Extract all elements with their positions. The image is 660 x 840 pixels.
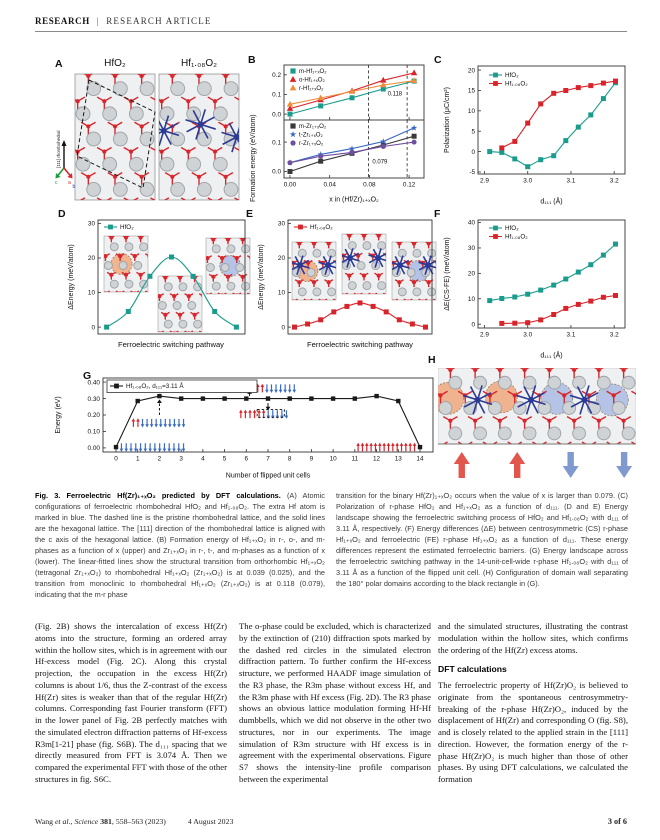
svg-text:5: 5 [471, 128, 475, 136]
panel-f-label: F [434, 208, 441, 220]
header-separator: | [96, 16, 100, 26]
citation-journal: Science [74, 817, 101, 826]
svg-text:ΔEnergy (meV/atom): ΔEnergy (meV/atom) [258, 244, 265, 310]
caption-left-text: (A) Atomic configurations of ferroelectric rhombohedral HfO₂ and Hf₁.₀₈O₂. The extra Hf atom is marked in blue. The dashed line is the pristine rhombohedral lattice, and the solid lines are the hexagonal lattice. The [111] direction of the rhombohedral lattice is aligned with the c axis of the hexagonal lattice. (B) Formation energy of Hf₁₊ₓO₂ in r-, o-, and m-phases as a function of x (upper) and Zr₁₊ₓO₂ in r-, t-, and m-phases as a function of x (lower). The linear-fitted lines show the structural transition from orthorhombic Hf₁₊ₓO₂ (tetragonal Zr₁₊ₓO₂) to rhombohedral Hf₁₊ₓO₂ (Zr₁₊ₓO₂) is at 0.039 (0.025), and the transition from monoclinic to rhombohedral Hf₁₊ₓO₂ (Zr₁₊ₓO₂) is at 0.118 (0.079), indicating that the m-r phase [35, 491, 325, 599]
chart-b-top-svg [256, 62, 432, 120]
domain-flip-energy-chart [51, 374, 441, 485]
svg-text:30: 30 [87, 220, 95, 228]
body-column-3 [438, 621, 628, 786]
panel-h-label: H [428, 354, 436, 366]
panel-c-label: C [434, 54, 442, 66]
svg-text:0.00: 0.00 [283, 181, 297, 189]
section-heading: DFT calculations [438, 664, 507, 675]
svg-text:0: 0 [471, 148, 475, 156]
svg-text:0: 0 [91, 324, 95, 332]
chart-d-svg [64, 214, 252, 338]
svg-text:0.118: 0.118 [387, 91, 403, 98]
svg-text:10: 10 [277, 289, 285, 297]
svg-text:30: 30 [277, 220, 285, 228]
svg-text:10: 10 [467, 108, 475, 116]
svg-text:d₁₁₁ (Å): d₁₁₁ (Å) [540, 198, 563, 206]
panel-e-xlabel: Ferroelectric switching pathway [307, 340, 413, 349]
citation [35, 817, 233, 826]
svg-text:0.40: 0.40 [87, 379, 100, 387]
figure-caption-right [336, 490, 628, 589]
energy-difference-chart [440, 214, 634, 365]
svg-text:HfO₂: HfO₂ [505, 72, 519, 80]
panel-b [246, 54, 434, 208]
formation-energy-chart-zr [256, 120, 432, 209]
svg-text:0.0: 0.0 [272, 168, 281, 176]
panel-a-left-title: HfO₂ [104, 58, 126, 69]
svg-text:15: 15 [467, 87, 475, 95]
switching-energy-chart-hf108o2 [254, 214, 438, 343]
body-paragraph: and the simulated structures, illustrating the contrast modulation within the hollow sites, which confirms the ordering of the Hf(Zr) excess atoms. [438, 621, 628, 655]
panel-f [430, 208, 636, 370]
svg-text:2: 2 [157, 455, 162, 463]
chart-c-svg [440, 60, 634, 206]
panel-g [45, 372, 441, 480]
body-paragraph: (Fig. 2B) shows the intercalation of excess Hf(Zr) atoms into the structure, forming an ordered array within the hollow sites, which is in agreement with our Hf-excess model (Fig. 2C). Along this crystal projection, the occupation in the excess Hf(Zr) columns is about 1/6, thus the Z-contrast of the excess Hf(Zr) sites is weaker than that of the regular Hf(Zr) columns. Corresponding fast Fourier transform (FFT) in the lower panel of Fig. 2B perfectly matches with the simulated electron diffraction patterns of Hf-excess R3m[1-21] phase (fig. S6B). The d₁₁₁ spacing that we directly measured from FFT is 3.074 Å. Then we compared the experimental FFT with those of the other structures in fig. S6C. [35, 621, 227, 784]
chart-f-svg [440, 214, 634, 360]
panel-b-label: B [248, 54, 256, 66]
svg-text:2.9: 2.9 [480, 177, 489, 185]
svg-text:40: 40 [467, 219, 475, 227]
svg-text:30: 30 [467, 245, 475, 253]
svg-text:6: 6 [244, 455, 249, 463]
panel-a-label: A [55, 58, 63, 70]
svg-text:0.1: 0.1 [272, 91, 281, 99]
svg-text:8: 8 [287, 455, 292, 463]
svg-text:10: 10 [467, 295, 475, 303]
svg-text:ΔEnergy (meV/atom): ΔEnergy (meV/atom) [68, 244, 75, 310]
page-indicator: 3 of 6 [607, 817, 627, 826]
svg-text:m-Hf₁₊ₓO₂: m-Hf₁₊ₓO₂ [299, 68, 327, 76]
svg-text:0.20: 0.20 [87, 412, 100, 420]
svg-text:12: 12 [372, 455, 381, 463]
svg-text:Number of flipped unit cells: Number of flipped unit cells [225, 472, 311, 480]
header-section: RESEARCH ARTICLE [106, 16, 212, 26]
body-paragraph: The o-phase could be excluded, which is characterized by the extinction of (210) diffraction spots marked by the dashed red circles in the simulated electron diffraction pattern. To further confirm the Hf-excess structure, we performed HAADF image simulation of the R3 phase, the R3m phase without excess Hf, and the R3m phase with Hf excess (Fig. 2D). The R3 phase shows an obvious lattice modulation forming Hf-Hf dumbbells, which we did not observe in the other two structures, nor in our experiments. The image simulation of R3m structure with Hf excess is in agreement with the experimental observations. Figure S7 shows the intensity-line profile comparison between the experimental [239, 621, 431, 784]
svg-text:0.12: 0.12 [402, 181, 416, 189]
header-rule [35, 31, 627, 32]
svg-text:m-Zr₁₊ₓO₂: m-Zr₁₊ₓO₂ [299, 123, 327, 131]
panel-e [246, 208, 441, 370]
svg-text:2.9: 2.9 [480, 331, 489, 339]
polarization-chart [440, 60, 634, 211]
svg-text:5: 5 [222, 455, 227, 463]
figure-caption-left [35, 490, 325, 600]
svg-text:o-Hf₁₊ₓO₂: o-Hf₁₊ₓO₂ [299, 76, 325, 84]
svg-text:HfO₂: HfO₂ [120, 224, 134, 232]
svg-text:10: 10 [87, 289, 95, 297]
svg-text:0: 0 [471, 321, 475, 329]
svg-text:0.00: 0.00 [87, 445, 100, 453]
svg-text:3.1: 3.1 [566, 331, 576, 339]
svg-text:0.08: 0.08 [363, 181, 376, 189]
body-paragraph: The ferroelectric property of Hf(Zr)O₂ is believed to originate from the spontaneous centrosymmetry-breaking of the r-phase Hf(Zr)O₂, induced by the displacement of Hf(Zr) and corresponding O (fig. S8), and is closely related to the applied strain in the [111] direction. However, the formation energy of the r-phase Hf(Zr)O₂ is much higher than those of other phases. By using DFT calculations, we calculated the formation [438, 680, 628, 784]
header-kicker: RESEARCH [35, 16, 90, 26]
panel-g-label: G [83, 370, 92, 382]
caption-right-text: transition for the binary Hf(Zr)₁₊ₓO₂ occurs when the value of x is larger than 0.079. (C) Polarization of r-phase HfO₂ and Hf₁₊ₓO₂ as a function of d₁₁₁. (D and E) Energy landscape showing the ferroelectric switching process of HfO₂ and Hf₁.₀₈O₂ with d₁₁₁ of 3.11 Å, respectively. (F) Energy differences (ΔE) between centrosymmetric (CS) r-phase Hf₁₊ₓO₂ and ferroelectric (FE) r-phase Hf₁₊ₓO₂ as a function of d₁₁₁. These energy differences represent the estimated ferroelectric barriers. (G) Energy landscape across the ferroelectric switching pathway in the 14-unit-cell-wide r-phase Hf₁.₀₈O₂ with d₁₁₁ of 3.11 Å as a function of the flipped unit cell. (H) Configuration of domain wall separating the 180° polar domains according to the black rectangle in (G). [336, 491, 628, 588]
formation-energy-chart-hf [256, 62, 432, 125]
citation-date: 4 August 2023 [187, 817, 234, 826]
panel-a-right-title: Hf₁.₀₈O₂ [180, 58, 218, 69]
chart-b-bottom-svg [256, 120, 432, 204]
svg-text:9: 9 [309, 455, 314, 463]
svg-text:0.10: 0.10 [87, 428, 100, 436]
body-column-1 [35, 621, 227, 786]
svg-text:0.30: 0.30 [87, 395, 100, 403]
svg-text:20: 20 [277, 255, 285, 263]
svg-text:d₁₁₁ (Å): d₁₁₁ (Å) [540, 352, 563, 360]
svg-text:3.2: 3.2 [609, 177, 619, 185]
panel-c [430, 54, 636, 208]
domain-wall-structure [438, 368, 636, 480]
svg-text:Polarization (μC/cm²): Polarization (μC/cm²) [444, 87, 451, 153]
panel-a-structures [55, 72, 245, 204]
citation-author: Wang [35, 817, 55, 826]
citation-rest: , 558–563 (2023) [111, 817, 166, 826]
panel-e-label: E [246, 208, 254, 220]
svg-text:ΔE(CS-FE) (meV/atom): ΔE(CS-FE) (meV/atom) [444, 237, 451, 311]
svg-text:0.079: 0.079 [372, 159, 388, 166]
panel-b-ylabel: Formation energy (eV/atom) [250, 114, 257, 202]
svg-text:1: 1 [135, 455, 140, 463]
svg-text:0: 0 [114, 455, 118, 463]
svg-text:0.0: 0.0 [272, 111, 281, 119]
svg-text:0.04: 0.04 [323, 181, 336, 189]
page-header [35, 16, 212, 26]
panel-a [55, 56, 245, 206]
citation-etal: et al., [54, 817, 75, 826]
svg-text:b: b [72, 184, 76, 190]
svg-text:Hf₁.₀₈O₂: Hf₁.₀₈O₂ [505, 233, 528, 241]
svg-text:a: a [68, 180, 71, 186]
svg-text:0.1: 0.1 [272, 139, 281, 147]
svg-text:7: 7 [266, 455, 270, 463]
svg-text:3.2: 3.2 [609, 331, 619, 339]
svg-text:Energy (eV): Energy (eV) [55, 396, 62, 434]
svg-text:0.2: 0.2 [272, 72, 281, 80]
svg-text:13: 13 [394, 455, 402, 463]
svg-text:3.0: 3.0 [523, 177, 533, 185]
svg-text:r-Zr₁₊ₓO₂: r-Zr₁₊ₓO₂ [299, 140, 324, 148]
svg-text:20: 20 [467, 67, 475, 75]
svg-text:c: c [55, 180, 58, 186]
svg-text:3.0: 3.0 [523, 331, 533, 339]
page-footer [35, 817, 627, 826]
svg-text:Hf₁.₀₈O₂: Hf₁.₀₈O₂ [505, 80, 528, 88]
svg-text:20: 20 [87, 255, 95, 263]
svg-text:14: 14 [416, 455, 424, 463]
svg-text:3.1: 3.1 [566, 177, 576, 185]
svg-text:3: 3 [179, 455, 183, 463]
svg-text:t-Zr₁₊ₓO₂: t-Zr₁₊ₓO₂ [299, 131, 323, 139]
panel-d-label: D [58, 208, 66, 220]
chart-e-svg [254, 214, 438, 338]
svg-text:Hf₁.₀₈O₂, d₁₁₁=3.11 Å: Hf₁.₀₈O₂, d₁₁₁=3.11 Å [126, 383, 184, 391]
switching-energy-chart-hfo2 [64, 214, 252, 343]
svg-text:HfO₂: HfO₂ [505, 225, 519, 233]
body-column-2 [239, 621, 431, 786]
caption-lead: Fig. 3. Ferroelectric Hf(Zr)₁₊ₓO₂ predicted by DFT calculations. [35, 491, 281, 500]
svg-text:Hf₁.₀₈O₂: Hf₁.₀₈O₂ [310, 224, 333, 232]
svg-text:-5: -5 [469, 169, 475, 177]
svg-text:[111] rhombohedral: [111] rhombohedral [56, 130, 61, 168]
svg-text:10: 10 [329, 455, 337, 463]
chart-g-svg [51, 374, 441, 480]
svg-text:4: 4 [201, 455, 205, 463]
svg-text:x in (Hf/Zr)₁₊ₓO₂: x in (Hf/Zr)₁₊ₓO₂ [329, 196, 379, 204]
svg-text:11: 11 [351, 455, 359, 463]
svg-text:20: 20 [467, 270, 475, 278]
svg-text:0: 0 [281, 324, 285, 332]
citation-volume: 381 [100, 817, 112, 826]
panel-d-xlabel: Ferroelectric switching pathway [118, 340, 224, 349]
panel-d [50, 208, 246, 370]
svg-text:r-Hf₁₊ₓO₂: r-Hf₁₊ₓO₂ [299, 85, 324, 93]
